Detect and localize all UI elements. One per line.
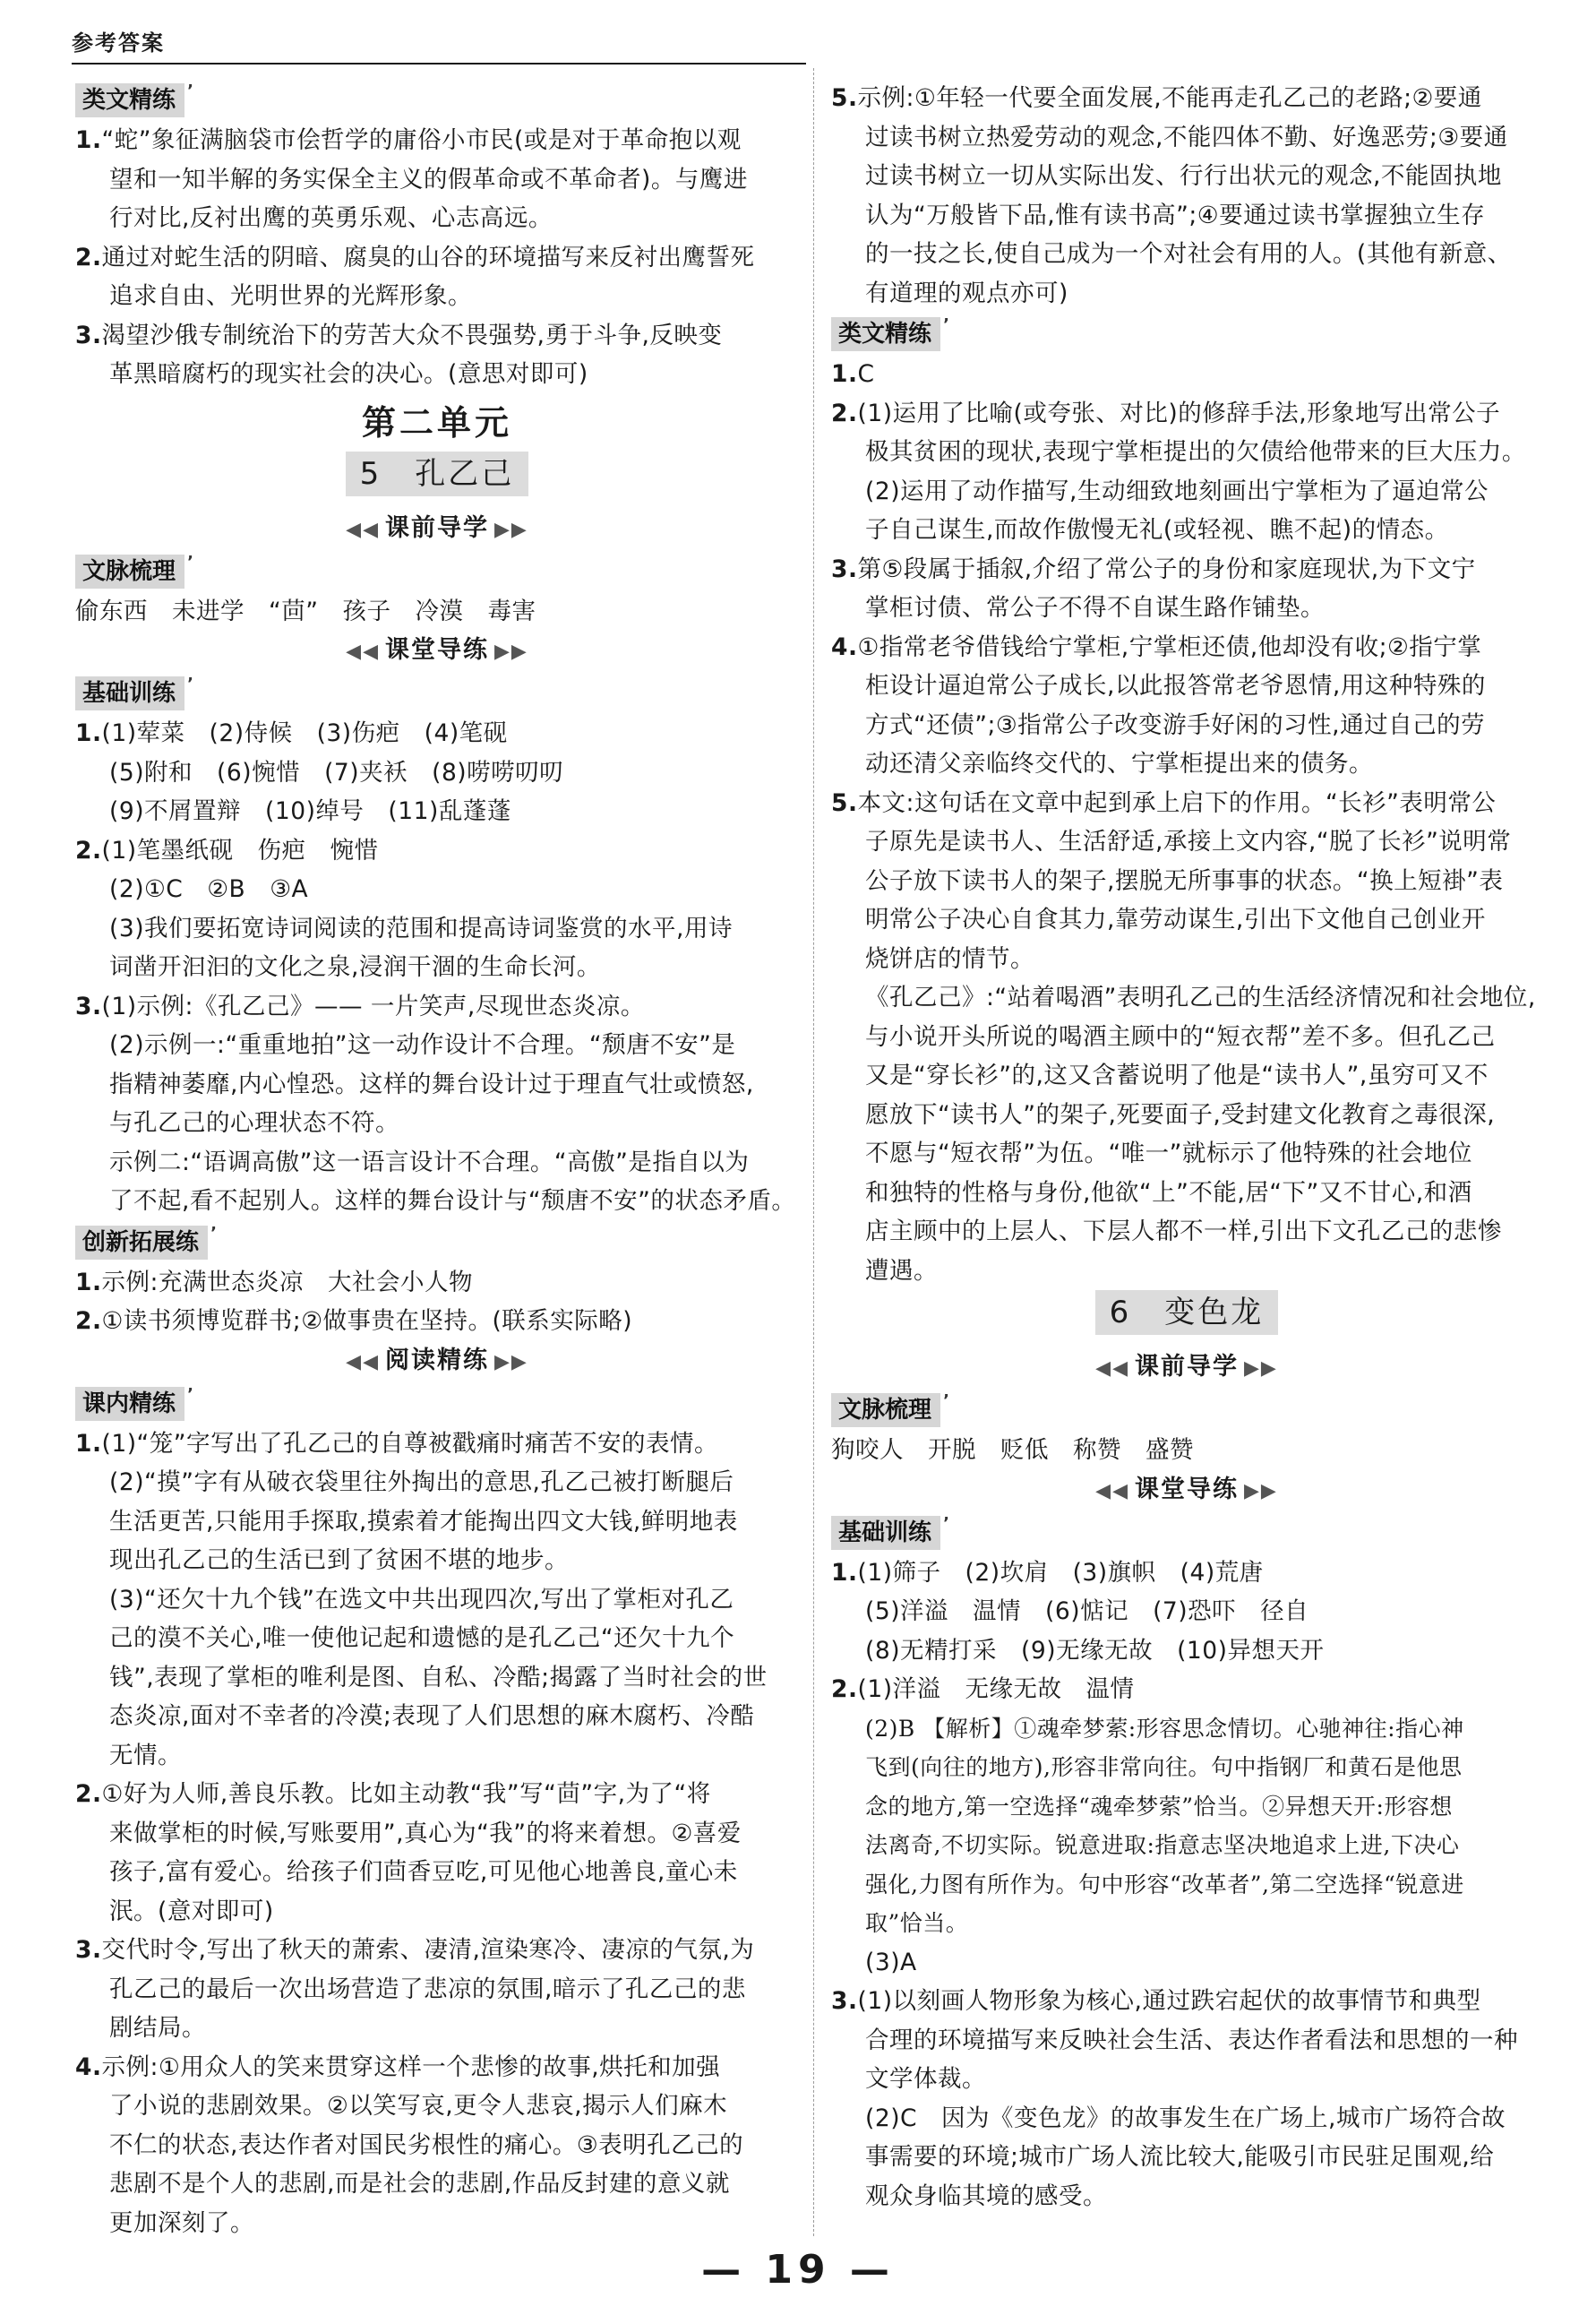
- section-banner: [75, 509, 799, 550]
- question-number: 1.: [75, 1268, 102, 1296]
- banner-left-arrows-icon: ◀◀: [1095, 1357, 1129, 1380]
- answer-line: 明常公子决心自食其力,靠劳动谋生,引出下文他自己创业开: [865, 906, 1486, 934]
- answer-line: 有道理的观点亦可): [865, 279, 1068, 307]
- answer-line: 遭遇。: [865, 1256, 938, 1285]
- answer-line: 又是“穿长衫”的,这又含蓄说明了他是“读书人”,虽穷可又不: [865, 1062, 1489, 1089]
- section-tag: 基础训练 ’: [75, 676, 184, 710]
- banner-right-arrows-icon: ▶▶: [1244, 1479, 1278, 1502]
- banner-left-arrows-icon: ◀◀: [1095, 1479, 1129, 1502]
- answer-line: (2)示例一:“重重地拍”这一动作设计不合理。“颓唐不安”是: [109, 1031, 736, 1059]
- banner-left-arrows-icon: ◀◀: [346, 518, 380, 541]
- question-number: 3.: [75, 321, 102, 349]
- question-number: 1.: [75, 719, 102, 747]
- answer-line: (3)“还欠十九个钱”在选文中共出现四次,写出了掌柜对孔乙: [109, 1585, 734, 1614]
- answer-line: 追求自由、光明世界的光辉形象。: [109, 282, 472, 310]
- banner-right-arrows-icon: ▶▶: [1244, 1357, 1278, 1380]
- answer-line: 词凿开汩汩的文化之泉,浸润干涸的生命长河。: [109, 953, 601, 981]
- answer-line: [75, 2048, 799, 2087]
- answer-line: 柜设计逼迫常公子成长,以此报答常老爷恩情,用这种特殊的: [865, 672, 1486, 700]
- section-tag-row: [831, 1389, 1542, 1431]
- answer-line: (3)我们要拓宽诗词阅读的范围和提高诗词鉴赏的水平,用诗: [109, 914, 733, 942]
- answer-line: (5)洋溢 温情 (6)惦记 (7)恐吓 径自: [865, 1597, 1309, 1625]
- answer-line: 革黑暗腐朽的现实社会的决心。(意思对即可): [109, 360, 588, 388]
- answer-line: [831, 550, 1542, 590]
- answer-line: 公子放下读书人的架子,摆脱无所事事的状态。“换上短褂”表: [865, 866, 1504, 895]
- analysis-line: 强化,力图有所作为。句中形容“改革者”,第二空选择“锐意进: [865, 1871, 1464, 1898]
- answer-line: 子原先是读书人、生活舒适,承接上文内容,“脱了长衫”说明常: [865, 828, 1512, 856]
- answer-line: [75, 831, 799, 871]
- section-tag: 基础训练 ’: [831, 1516, 940, 1550]
- answer-line: 泯。(意对即可): [109, 1897, 274, 1925]
- answer-line: 行对比,反衬出鹰的英勇乐观、心志高远。: [109, 204, 553, 232]
- section-tag-row: [75, 1221, 799, 1263]
- answer-line: 更加深刻了。: [109, 2208, 254, 2237]
- answer-line: [75, 121, 799, 160]
- answer-text: (1)示例:《孔乙己》—— 一片笑声,尽现世态炎凉。: [101, 992, 645, 1020]
- answer-line: 悲剧不是个人的悲剧,而是社会的悲剧,作品反封建的意义就: [109, 2170, 730, 2198]
- analysis-line: 飞到(向往的地方),形容非常向往。句中指钢厂和黄石是他思: [865, 1754, 1463, 1780]
- text-line: 狗咬人 开脱 贬低 称赞 盛赞: [831, 1436, 1194, 1464]
- answer-line: 烧饼店的情节。: [865, 944, 1034, 973]
- question-number: 3.: [75, 1936, 102, 1964]
- question-number: 4.: [75, 2053, 102, 2081]
- answer-line: 己的漠不关心,唯一使他记起和遗憾的是孔乙己“还欠十九个: [109, 1624, 735, 1652]
- answer-line: 剧结局。: [109, 2014, 206, 2042]
- answer-line: (2)C 因为《变色龙》的故事发生在广场上,城市广场符合故: [865, 2104, 1506, 2132]
- answer-text: (1)笔墨纸砚 伤疤 惋惜: [101, 836, 379, 865]
- answer-line: [831, 394, 1542, 434]
- answer-line: (2)“摸”字有从破衣袋里往外掏出的意思,孔乙己被打断腿后: [109, 1468, 734, 1496]
- banner-text: 课前导学: [385, 513, 489, 542]
- unit-title: 第二单元: [361, 402, 512, 443]
- banner-left-arrows-icon: ◀◀: [346, 1350, 380, 1373]
- answer-text: 示例:①年轻一代要全面发展,不能再走孔乙己的老路;②要通: [857, 84, 1482, 112]
- answer-line: [75, 1424, 799, 1464]
- answer-text: “蛇”象征满脑袋市侩哲学的庸俗小市民(或是对于革命抱以观: [101, 126, 742, 154]
- answer-line: 生活更苦,只能用手探取,摸索着才能掏出四文大钱,鲜明地表: [109, 1507, 738, 1536]
- answer-line: 指精神萎靡,内心惶恐。这样的舞台设计过于理直气壮或愤怒,: [109, 1070, 754, 1098]
- answer-text: 第⑤段属于插叙,介绍了常公子的身份和家庭现状,为下文宁: [857, 555, 1476, 583]
- answer-line: 了小说的悲剧效果。②以笑写哀,更令人悲哀,揭示人们麻木: [109, 2092, 728, 2120]
- answer-line: 方式“还债”;③指常公子改变游手好闲的习性,通过自己的劳: [865, 710, 1486, 739]
- answer-line: [831, 355, 1542, 394]
- answer-line: 不愿与“短衣帮”为伍。“唯一”就标示了他特殊的社会地位: [865, 1140, 1472, 1167]
- section-tag-row: [831, 313, 1542, 355]
- answer-line: [75, 714, 799, 753]
- answer-line: (5)附和 (6)惋惜 (7)夹袄 (8)唠唠叨叨: [109, 758, 564, 787]
- question-number: 2.: [75, 1780, 102, 1808]
- answer-line: [831, 1670, 1542, 1709]
- answer-line: (2)①C ②B ③A: [109, 875, 309, 903]
- answer-line: (3)A: [865, 1948, 917, 1976]
- answer-line: [75, 1263, 799, 1303]
- lesson-title-text: 6 变色龙: [1095, 1290, 1279, 1335]
- answer-text: 示例:充满世态炎凉 大社会小人物: [101, 1268, 473, 1296]
- answer-line: [831, 1982, 1542, 2021]
- question-number: 2.: [75, 243, 102, 271]
- banner-text: 阅读精练: [385, 1346, 489, 1374]
- section-tag: 类文精练 ’: [75, 83, 184, 117]
- answer-line: 孩子,富有爱心。给孩子们茴香豆吃,可见他心地善良,童心未: [109, 1858, 738, 1886]
- answer-text: C: [857, 360, 875, 388]
- section-tag: 文脉梳理 ’: [75, 555, 184, 589]
- question-number: 1.: [75, 126, 102, 154]
- answer-line: 的一技之长,使自己成为一个对社会有用的人。(其他有新意、: [865, 240, 1512, 268]
- section-banner: [831, 1347, 1542, 1389]
- answer-line: 子自己谋生,而故作傲慢无礼(或轻视、瞧不起)的情态。: [865, 516, 1449, 544]
- section-banner: [831, 1470, 1542, 1511]
- page-number: — 19 —: [701, 2247, 895, 2293]
- answer-text: (1)运用了比喻(或夸张、对比)的修辞手法,形象地写出常公子: [857, 399, 1501, 427]
- banner-right-arrows-icon: ▶▶: [494, 518, 528, 541]
- section-banner: [75, 631, 799, 672]
- answer-text: ①读书须博览群书;②做事贵在坚持。(联系实际略): [101, 1307, 633, 1335]
- section-tag: 课内精练 ’: [75, 1387, 184, 1421]
- answer-line: [75, 1931, 799, 1970]
- section-tag: 文脉梳理 ’: [831, 1393, 940, 1427]
- section-tag-row: [75, 1382, 799, 1424]
- answer-text: ①好为人师,善良乐教。比如主动教“我”写“茴”字,为了“将: [101, 1780, 711, 1808]
- section-tag-row: [831, 1511, 1542, 1553]
- analysis-line: 念的地方,第一空选择“魂牵梦萦”恰当。②异想天开:形容想: [865, 1793, 1453, 1820]
- answer-line: 愿放下“读书人”的架子,死要面子,受封建文化教育之毒很深,: [865, 1100, 1496, 1129]
- question-number: 4.: [831, 633, 858, 661]
- answer-text: (1)筛子 (2)坎肩 (3)旗帜 (4)荒唐: [857, 1558, 1264, 1587]
- question-number: 5.: [831, 788, 858, 817]
- answer-line: 和独特的性格与身份,他欲“上”不能,居“下”又不甘心,和酒: [865, 1178, 1472, 1207]
- answer-text: (1)以刻画人物形象为核心,通过跌宕起伏的故事情节和典型: [857, 1987, 1481, 2015]
- answer-line: 过读书树立热爱劳动的观念,不能四体不勤、好逸恶劳;③要通: [865, 123, 1508, 151]
- answer-line: 孔乙己的最后一次出场营造了悲凉的氛围,暗示了孔乙己的悲: [109, 1975, 746, 2003]
- question-number: 1.: [75, 1429, 102, 1458]
- question-number: 3.: [831, 555, 858, 583]
- section-tag-row: [75, 79, 799, 121]
- banner-right-arrows-icon: ▶▶: [494, 1350, 528, 1373]
- section-tag: 类文精练 ’: [831, 317, 940, 351]
- lesson-title-text: 5 孔乙己: [346, 452, 529, 496]
- question-number: 2.: [831, 399, 858, 427]
- answer-line: 不仁的状态,表达作者对国民劣根性的痛心。③表明孔乙己的: [109, 2130, 744, 2159]
- answer-line: [831, 628, 1542, 667]
- question-number: 2.: [75, 836, 102, 865]
- answer-line: 掌柜讨债、常公子不得不自谋生路作铺垫。: [865, 594, 1325, 622]
- question-number: 2.: [831, 1675, 858, 1703]
- answer-line: 文学体裁。: [865, 2065, 986, 2093]
- banner-text: 课堂导练: [1135, 1475, 1239, 1503]
- analysis-line: 法离奇,不切实际。锐意进取:指意志坚决地追求上进,下决心: [865, 1832, 1460, 1858]
- answer-line: (2)运用了动作描写,生动细致地刻画出宁掌柜为了逼迫常公: [865, 477, 1489, 505]
- answer-text: 交代时令,写出了秋天的萧索、凄清,渲染寒冷、凄凉的气氛,为: [101, 1936, 755, 1964]
- answer-line: 《孔乙己》:“站着喝酒”表明孔乙己的生活经济情况和社会地位,: [865, 984, 1536, 1011]
- answer-text: 渴望沙俄专制统治下的劳苦大众不畏强势,勇于斗争,反映变: [101, 321, 723, 349]
- question-number: 3.: [831, 1987, 858, 2015]
- answer-line: 了不起,看不起别人。这样的舞台设计与“颓唐不安”的状态矛盾。: [109, 1187, 796, 1215]
- left-column: [75, 79, 799, 2242]
- answer-text: 本文:这句话在文章中起到承上启下的作用。“长衫”表明常公: [857, 788, 1497, 817]
- answer-line: (9)不屑置辩 (10)绰号 (11)乱蓬蓬: [109, 797, 511, 825]
- banner-text: 课前导学: [1135, 1353, 1239, 1381]
- answer-line: 观众身临其境的感受。: [865, 2182, 1107, 2210]
- answer-text: ①指常老爷借钱给宁掌柜,宁掌柜还债,他却没有收;②指宁掌: [857, 633, 1482, 661]
- question-number: 5.: [831, 84, 858, 112]
- analysis-line: (2)B 【解析】①魂牵梦萦:形容思念情切。心驰神往:指心神: [865, 1715, 1464, 1742]
- section-tag-row: [75, 672, 799, 714]
- answer-line: [831, 784, 1542, 823]
- answer-line: (8)无精打采 (9)无缘无故 (10)异想天开: [865, 1636, 1325, 1665]
- answer-line: 示例二:“语调高傲”这一语言设计不合理。“高傲”是指自以为: [109, 1148, 750, 1176]
- answer-line: [831, 1553, 1542, 1593]
- answer-line: 与小说开头所说的喝酒主顾中的“短衣帮”差不多。但孔乙己: [865, 1022, 1496, 1051]
- section-tag-row: [75, 550, 799, 592]
- answer-line: 无情。: [109, 1741, 182, 1769]
- answer-line: 与孔乙己的心理状态不符。: [109, 1109, 399, 1137]
- answer-line: 望和一知半解的务实保全主义的假革命或不革命者)。与鹰进: [109, 165, 748, 194]
- question-number: 2.: [75, 1307, 102, 1335]
- banner-text: 课堂导练: [385, 636, 489, 664]
- answer-line: [831, 79, 1542, 118]
- answer-line: 认为“万般皆下品,惟有读书高”;④要通过读书掌握独立生存: [865, 201, 1486, 229]
- answer-line: [75, 1775, 799, 1814]
- answer-line: 动还清父亲临终交代的、宁掌柜提出来的债务。: [865, 750, 1373, 778]
- column-divider: [813, 68, 814, 2236]
- section-banner: [75, 1341, 799, 1382]
- banner-right-arrows-icon: ▶▶: [494, 641, 528, 663]
- answer-text: (1)“笼”字写出了孔乙己的自尊被戳痛时痛苦不安的表情。: [101, 1429, 719, 1458]
- answer-line: [75, 238, 799, 278]
- question-number: 1.: [831, 360, 858, 388]
- answer-line: 店主顾中的上层人、下层人都不一样,引出下文孔乙己的悲惨: [865, 1218, 1502, 1245]
- answer-line: 过读书树立一切从实际出发、行行出状元的观念,不能固执地: [865, 162, 1502, 190]
- question-number: 1.: [831, 1558, 858, 1587]
- answer-text: 示例:①用众人的笑来贯穿这样一个悲惨的故事,烘托和加强: [101, 2053, 721, 2081]
- answer-line: 钱”,表现了掌柜的唯利是图、自私、冷酷;揭露了当时社会的世: [109, 1663, 768, 1691]
- answer-line: [75, 1302, 799, 1341]
- banner-left-arrows-icon: ◀◀: [346, 641, 380, 663]
- page-header-title: 参考答案: [72, 30, 165, 56]
- answer-line: 合理的环境描写来反映社会生活、表达作者看法和思想的一种: [865, 2026, 1518, 2054]
- answer-line: [75, 316, 799, 356]
- answer-line: 来做掌柜的时候,写账要用”,真心为“我”的将来着想。②喜爱: [109, 1819, 742, 1847]
- answer-line: 现出孔乙己的生活已到了贫困不堪的地步。: [109, 1546, 569, 1574]
- question-number: 3.: [75, 992, 102, 1020]
- answer-text: (1)荤菜 (2)侍候 (3)伤疤 (4)笔砚: [101, 719, 508, 747]
- answer-line: 态炎凉,面对不幸者的冷漠;表现了人们思想的麻木腐朽、冷酷: [109, 1702, 755, 1730]
- answer-line: 事需要的环境;城市广场人流比较大,能吸引市民驻足围观,给: [865, 2143, 1495, 2171]
- answer-line: [75, 987, 799, 1027]
- text-line: 偷东西 未进学 “茴” 孩子 冷漠 毒害: [75, 597, 536, 625]
- answer-text: (1)洋溢 无缘无故 温情: [857, 1675, 1135, 1703]
- right-column: [831, 79, 1542, 2216]
- section-tag: 创新拓展练 ’: [75, 1226, 208, 1260]
- header-rule: [72, 63, 806, 65]
- answer-line: 极其贫困的现状,表现宁掌柜提出的欠债给他带来的巨大压力。: [865, 438, 1526, 466]
- lesson-title: [75, 452, 799, 505]
- analysis-line: 取”恰当。: [865, 1910, 969, 1936]
- lesson-title: [831, 1290, 1542, 1344]
- answer-text: 通过对蛇生活的阴暗、腐臭的山谷的环境描写来反衬出鹰誓死: [101, 243, 755, 271]
